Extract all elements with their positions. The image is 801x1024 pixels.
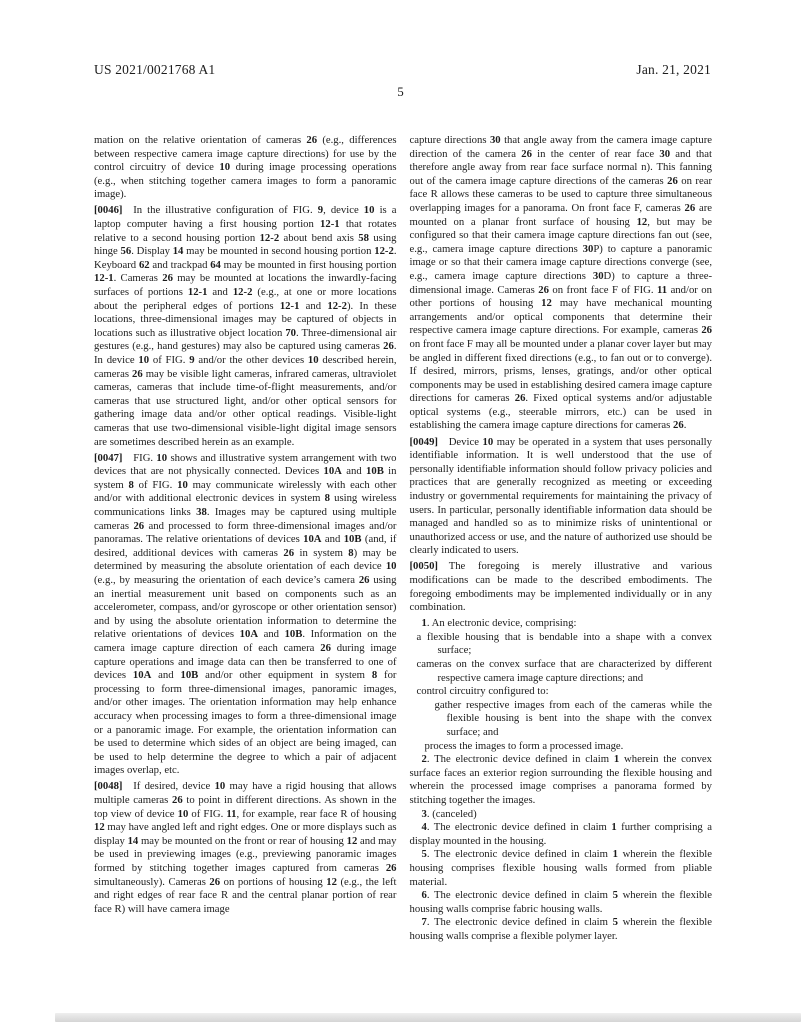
paragraph: [0047] FIG. 10 shows and illustrative system arrangement with two devices that are not physically connected. Devices 10A and 10B in system 8 of FIG. 10 may communicate wirelessly with each other and/or with additional electronic devices in system 8 using wireless communications links 38. Images may be captured using multiple cameras 26 and processed to form three-dimensional images and/or panoramas. The relative orientations of devices 10A and 10B (and, if desired, additional devices with cameras 26 in system 8) may be determined by measuring the absolute orientation of each device 10 (e.g., by measuring the orientation of each device’s camera 26 using an inertial measurement unit based on components such as an accelerometer, compass, and/or gyroscope or other orientation sensor) and by using the absolute orientation information to determine the relative orientations of devices 10A and 10B. Information on the camera image capture direction of each camera 26 during image capture operations and image data can then be transferred to one of devices 10A and 10B and/or other equipment in system 8 for processing to form three-dimensional images, panoramic images, and/or other images. The orientation information may help enhance accuracy when processing images to form a three-dimensional image or a panoramic image. For example, the orientation information can be used to determine which sides of an object are being imaged, can be used to help determine the degree to which a pair of adjacent images overlap, etc. <box>94 451 397 777</box>
paragraph: cameras on the convex surface that are characterized by different respective camera image capture directions; and <box>416 658 712 684</box>
paragraph: 4. The electronic device defined in claim 1 further comprising a display mounted in the housing. <box>409 821 712 847</box>
left-column <box>94 134 397 944</box>
paragraph: 3. (canceled) <box>421 807 477 820</box>
scan-artifact-bar <box>55 1013 801 1022</box>
publication-number: US 2021/0021768 A1 <box>94 62 216 77</box>
paragraph: [0046] In the illustrative configuration of FIG. 9, device 10 is a laptop computer having a first housing portion 12-1 that rotates relative to a second housing portion 12-2 about bend axis 58 using hinge 56. Display 14 may be mounted in second housing portion 12-2. Keyboard 62 and trackpad 64 may be mounted in first housing portion 12-1. Cameras 26 may be mounted at locations the inwardly-facing surfaces of portions 12-1 and 12-2 (e.g., at one or more locations about the peripheral edges of portions 12-1 and 12-2). In these locations, three-dimensional images may be captured of objects in locations such as illustrative object location 70. Three-dimensional air gestures (e.g., hand gestures) may also be captured using cameras 26. In device 10 of FIG. 9 and/or the other devices 10 described herein, cameras 26 may be visible light cameras, infrared cameras, ultraviolet cameras, cameras that include time-of-flight measurements, and/or cameras that use structured light, and/or other optical sensors for gathering image data and/or other optical readings. Visible-light cameras that use two-dimensional visible-light digital image sensors are sometimes described herein as an example. <box>94 204 397 448</box>
body-columns <box>94 134 712 944</box>
paragraph: [0049] Device 10 may be operated in a system that uses personally identifiable information. It is well understood that the use of personally identifiable information should follow privacy policies and practices that are generally recognized as meeting or exceeding industry or governmental requirements for maintaining the privacy of users. In particular, personally identifiable information data should be managed and handled so as to minimize risks of unintentional or unauthorized access or use, and the nature of authorized use should be clearly indicated to users. <box>409 435 712 557</box>
paragraph: process the images to form a processed image. <box>424 739 624 752</box>
paragraph: capture directions 30 that angle away from the camera image capture direction of the camera 26 in the center of rear face 30 and that therefore angle away from rear face surface normal n). This fanning out of the camera image capture directions of the cameras 26 on rear face R allows these cameras to be used to capture three simultaneous overlapping images for a panorama. On front face F, cameras 26 are mounted on a planar front surface of housing 12, but may be configured so that their camera image capture directions fan out (see, e.g., camera image capture directions 30P) to capture a panoramic image or so that their camera image capture directions converge (see, e.g., camera image capture directions 30D) to capture a three-dimensional image. Cameras 26 on front face F of FIG. 11 and/or on other portions of housing 12 may have mechanical mounting arrangements and/or optical components that determine their respective camera image capture directions. For example, cameras 26 on front face F may all be mounted under a planar cover layer but may be angled in different fixed directions (e.g., to fan out or to converge). If desired, mirrors, prisms, lenses, gratings, and/or other optical components may be used in establishing desired camera image capture directions for cameras 26. Fixed optical systems and/or adjustable optical systems (e.g., steerable mirrors, etc.) can be used in establishing the camera image capture directions for cameras 26. <box>409 134 713 432</box>
paragraph: gather respective images from each of the cameras while the flexible housing is bent into the shape with the convex surface; and <box>434 698 712 739</box>
paragraph: 1. An electronic device, comprising: <box>421 617 577 630</box>
paragraph: [0050] The foregoing is merely illustrative and various modifications can be made to the described embodiments. The foregoing embodiments may be implemented individually or in any combination. <box>409 560 712 614</box>
paragraph: 2. The electronic device defined in claim 1 wherein the convex surface faces an exterior region surrounding the flexible housing and wherein the processed image comprises a panorama formed by stitching together the images. <box>409 753 713 806</box>
page-number: 5 <box>397 84 404 99</box>
paragraph: a flexible housing that is bendable into a shape with a convex surface; <box>416 630 712 657</box>
right-column <box>410 134 713 944</box>
page-header <box>94 62 711 78</box>
paragraph: [0048] If desired, device 10 may have a rigid housing that allows multiple cameras 26 to point in different directions. As shown in the top view of device 10 of FIG. 11, for example, rear face R of housing 12 may have angled left and right edges. One or more displays such as display 14 may be mounted on the front or rear of housing 12 and may be used in previewing images (e.g., previewing panoramic images formed by stitching together images captured from cameras 26 simultaneously). Cameras 26 on portions of housing 12 (e.g., the left and right edges of rear face R and the central planar portion of rear face R) will have camera image <box>94 780 397 915</box>
paragraph: 7. The electronic device defined in claim 5 wherein the flexible housing walls comprise a flexible polymer layer. <box>409 916 712 942</box>
paragraph: mation on the relative orientation of cameras 26 (e.g., differences between respective camera image capture directions) for use by the control circuitry of device 10 during image processing operations (e.g., when stitching together camera images to form a panoramic image). <box>94 134 397 201</box>
paragraph: 5. The electronic device defined in claim 1 wherein the flexible housing comprises flexible housing walls formed from pliable material. <box>409 848 712 888</box>
publication-date: Jan. 21, 2021 <box>636 62 711 77</box>
paragraph: control circuitry configured to: <box>416 685 549 698</box>
paragraph: 6. The electronic device defined in claim 5 wherein the flexible housing walls comprise fabric housing walls. <box>409 889 712 915</box>
